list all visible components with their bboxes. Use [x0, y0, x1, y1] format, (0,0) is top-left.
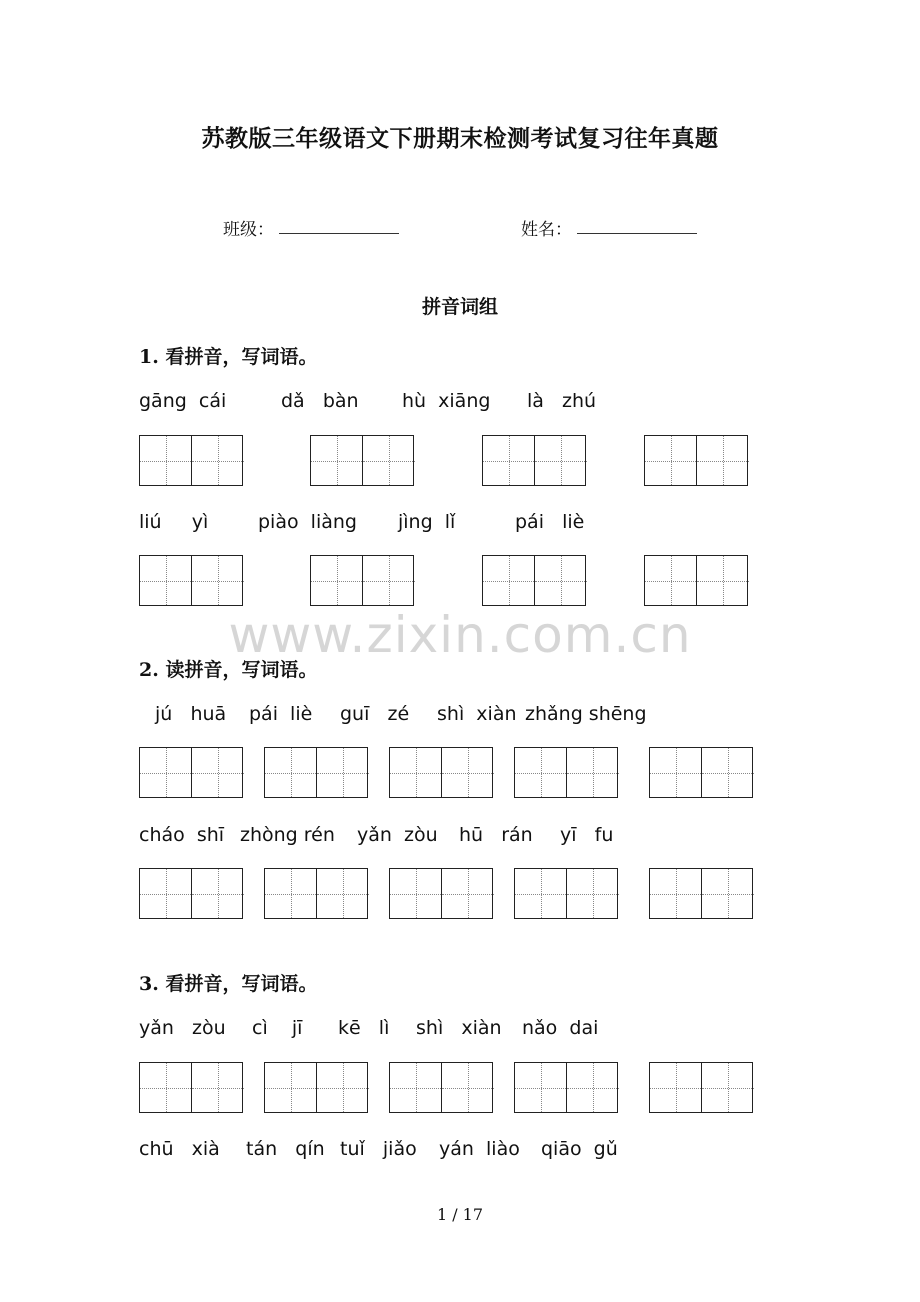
class-blank-line[interactable] — [279, 233, 399, 234]
pinyin-label: tán qín — [246, 1138, 325, 1160]
writing-grid-box[interactable] — [644, 435, 748, 486]
pinyin-label: yán liào — [439, 1138, 520, 1160]
writing-grid-box[interactable] — [482, 555, 586, 606]
pinyin-label: yī fu — [560, 824, 614, 846]
pinyin-label: chū xià — [139, 1138, 220, 1160]
writing-grid-box[interactable] — [649, 747, 753, 798]
section-title: 拼音词组 — [421, 296, 498, 318]
pinyin-label: hù xiāng — [402, 390, 491, 412]
writing-grid-box[interactable] — [139, 868, 243, 919]
pinyin-label: jìng lǐ — [398, 511, 456, 533]
pinyin-label: nǎo dai — [522, 1017, 599, 1039]
writing-grid-box[interactable] — [649, 868, 753, 919]
writing-grid-box[interactable] — [310, 555, 414, 606]
pinyin-label: pái liè — [515, 511, 585, 533]
writing-grid-box[interactable] — [310, 435, 414, 486]
pinyin-label: yǎn zòu — [357, 824, 438, 846]
watermark: www.zixin.com.cn — [228, 606, 692, 664]
pinyin-label: zhòng rén — [240, 824, 335, 846]
pinyin-label: gāng cái — [139, 390, 227, 412]
writing-grid-box[interactable] — [264, 1062, 368, 1113]
pinyin-label: shì xiàn — [416, 1017, 502, 1039]
pinyin-label: cì jī — [252, 1017, 303, 1039]
writing-grid-box[interactable] — [139, 555, 243, 606]
writing-grid-box[interactable] — [514, 868, 618, 919]
class-label: 班级： — [223, 220, 274, 240]
pinyin-label: piào liàng — [258, 511, 357, 533]
page-number: 1 / 17 — [436, 1205, 484, 1224]
pinyin-label: qiāo gǔ — [541, 1138, 618, 1160]
pinyin-label: hū rán — [459, 824, 533, 846]
pinyin-label: dǎ bàn — [281, 390, 359, 412]
question-2-heading: 2. 读拼音，写词语。 — [139, 659, 318, 681]
pinyin-label: kē lì — [338, 1017, 390, 1039]
question-3-heading: 3. 看拼音，写词语。 — [139, 973, 318, 995]
writing-grid-box[interactable] — [139, 747, 243, 798]
pinyin-label: jú huā — [155, 703, 227, 725]
pinyin-label: pái liè — [249, 703, 313, 725]
writing-grid-box[interactable] — [264, 868, 368, 919]
writing-grid-box[interactable] — [139, 1062, 243, 1113]
pinyin-label: cháo shī — [139, 824, 225, 846]
pinyin-label: guī zé — [340, 703, 410, 725]
name-blank-line[interactable] — [577, 233, 697, 234]
document-title: 苏教版三年级语文下册期末检测考试复习往年真题 — [201, 125, 719, 152]
writing-grid-box[interactable] — [139, 435, 243, 486]
writing-grid-box[interactable] — [514, 1062, 618, 1113]
writing-grid-box[interactable] — [389, 868, 493, 919]
pinyin-label: yǎn zòu — [139, 1017, 226, 1039]
writing-grid-box[interactable] — [264, 747, 368, 798]
question-1-heading: 1. 看拼音，写词语。 — [139, 346, 318, 368]
pinyin-label: là zhú — [527, 390, 597, 412]
writing-grid-box[interactable] — [389, 1062, 493, 1113]
writing-grid-box[interactable] — [514, 747, 618, 798]
writing-grid-box[interactable] — [649, 1062, 753, 1113]
writing-grid-box[interactable] — [389, 747, 493, 798]
pinyin-label: liú yì — [139, 511, 209, 533]
writing-grid-box[interactable] — [644, 555, 748, 606]
pinyin-label: zhǎng shēng — [525, 703, 647, 725]
pinyin-label: shì xiàn — [437, 703, 517, 725]
name-label: 姓名： — [521, 220, 572, 240]
writing-grid-box[interactable] — [482, 435, 586, 486]
pinyin-label: tuǐ jiǎo — [340, 1138, 417, 1160]
